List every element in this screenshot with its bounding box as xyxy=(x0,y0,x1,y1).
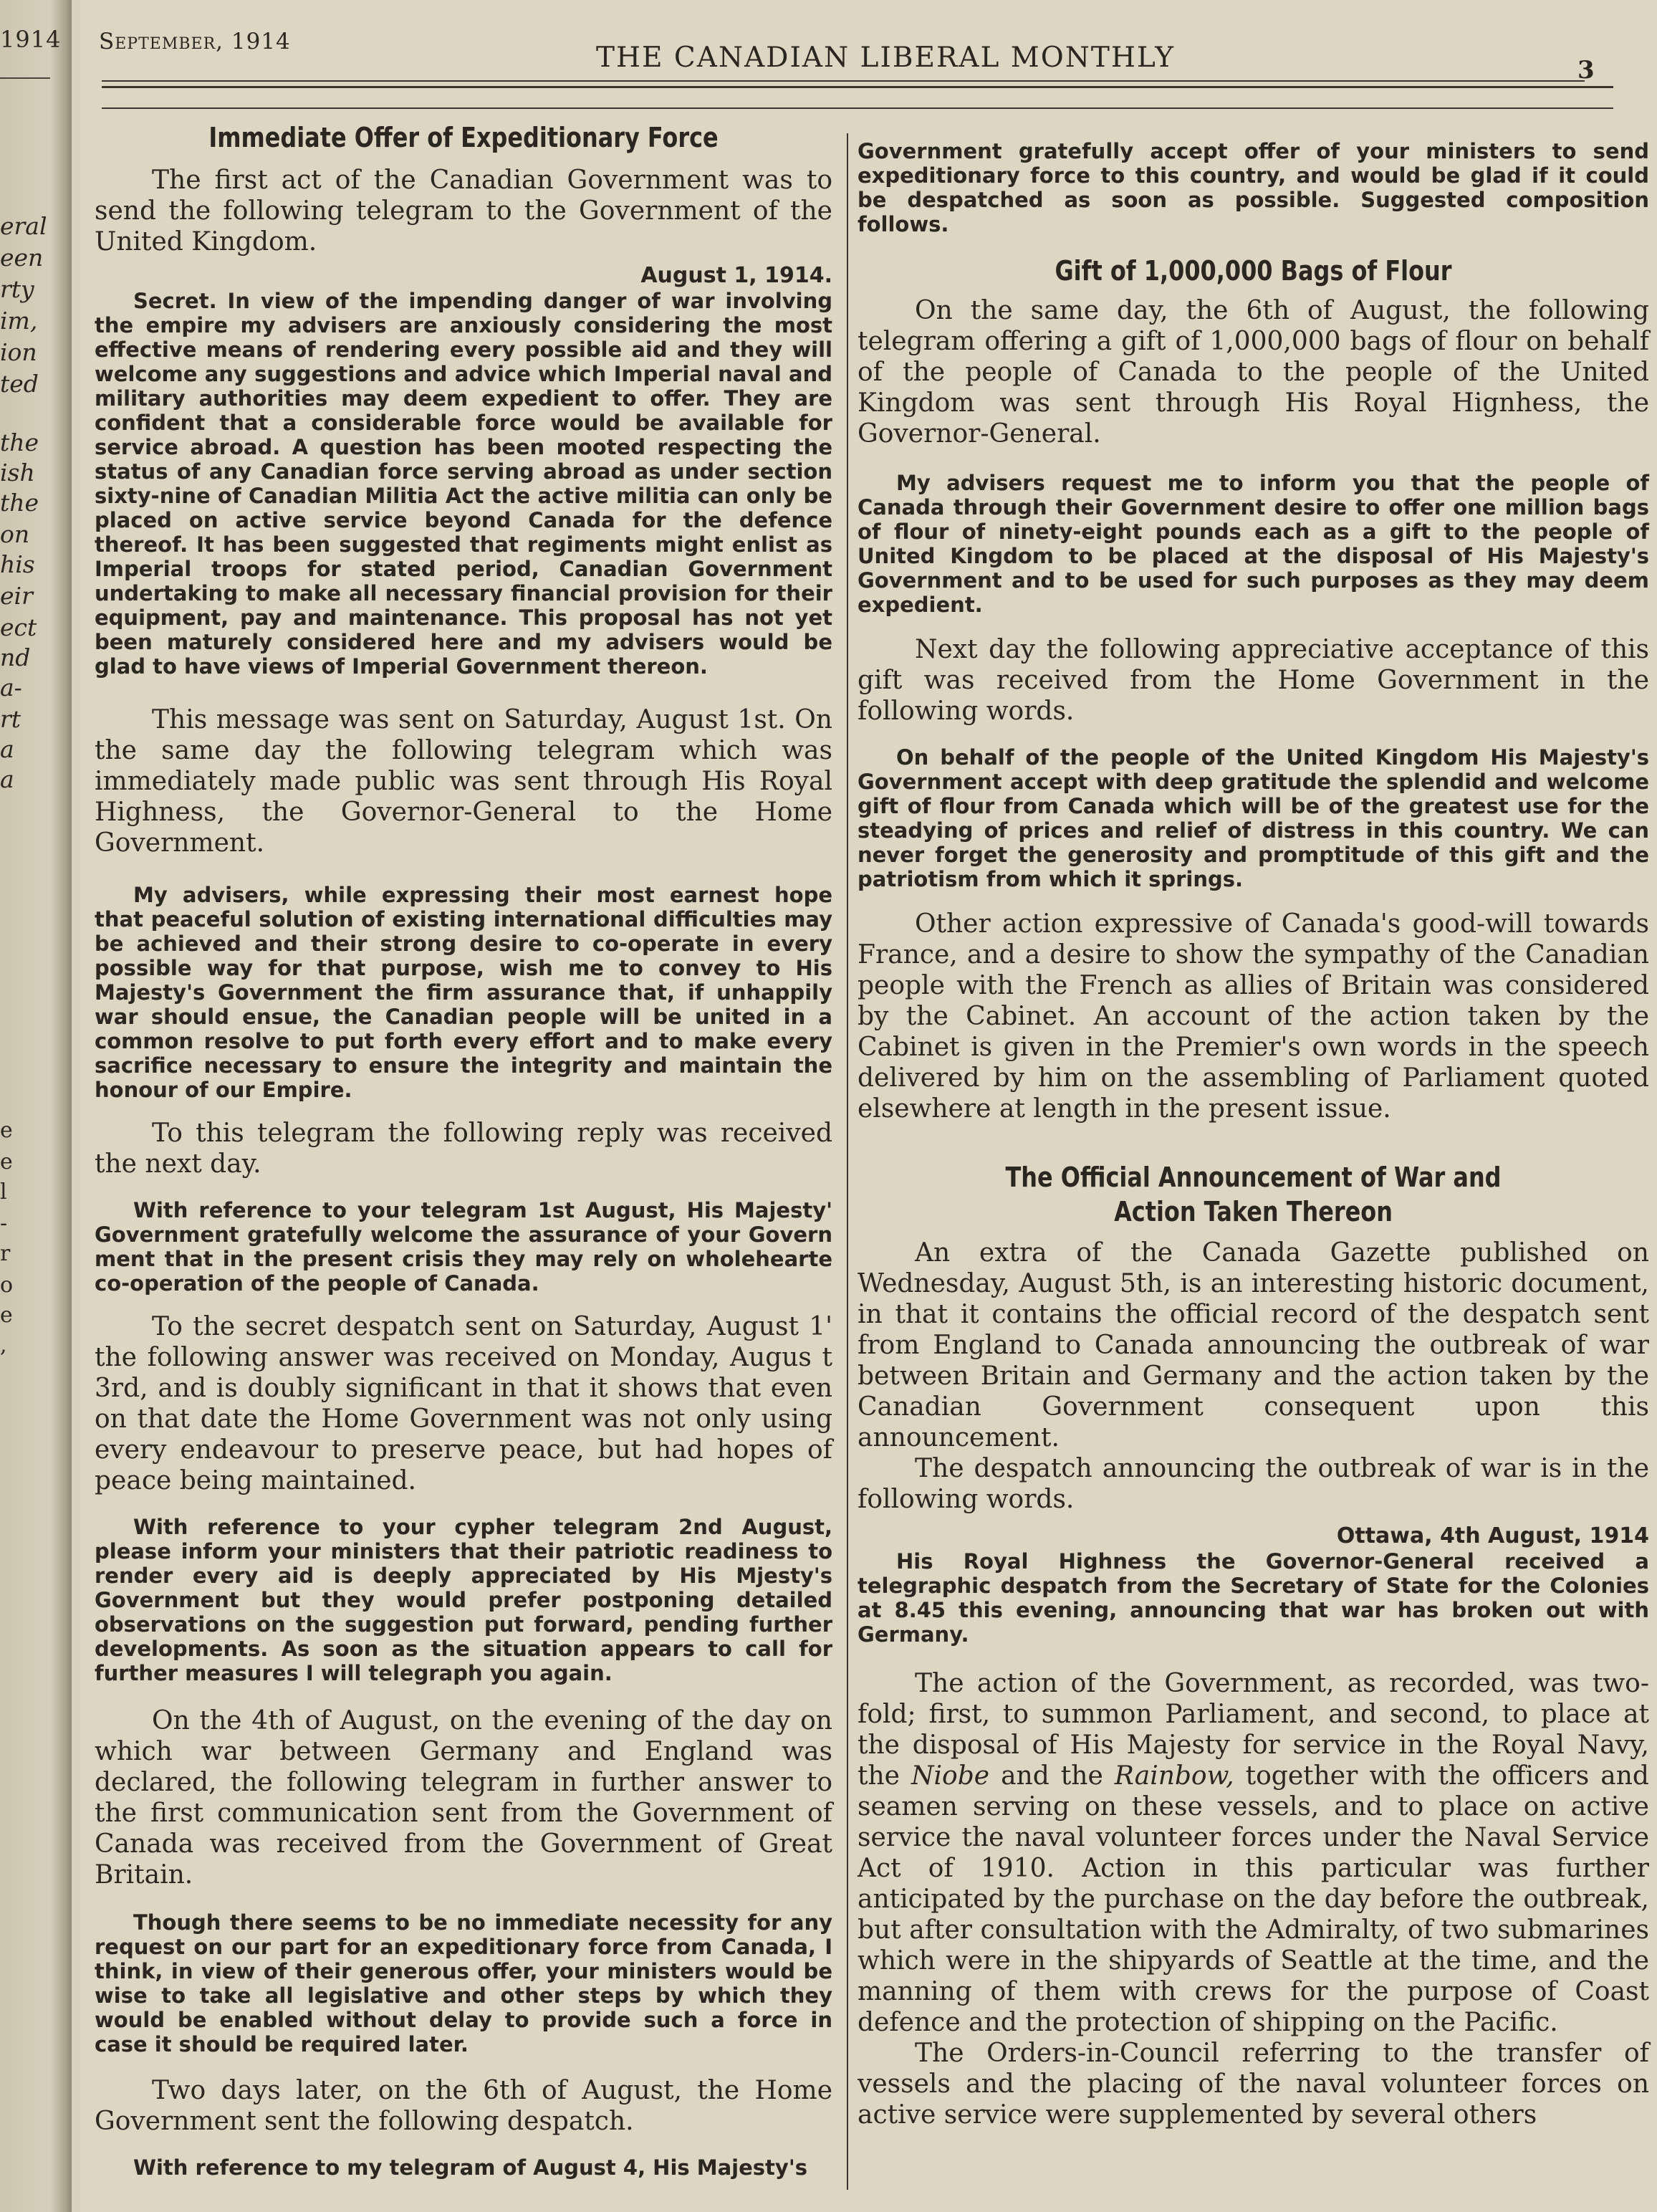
telegram-text: With reference to your telegram 1st August, His Majesty' Government gratefully welcome the assurance of your Govern ment that in the present crisis they may rely on wholehearte co-operation of the people of Canada. xyxy=(95,1198,832,1296)
article-paragraph: The despatch announcing the outbreak of war is in the following words. xyxy=(858,1454,1649,1514)
ship-name-niobe: Niobe xyxy=(911,1761,990,1791)
gutter-word: ted xyxy=(0,370,39,398)
gutter-fragment: - xyxy=(0,1211,8,1236)
telegram-text: My advisers, while expressing their most earnest hope that peaceful solution of existing international difficulties may be achieved and their strong desire to co-operate in every possible way for that purpose, wish me to convey to His Majesty's Government the firm assurance that, if unhappily war should ensue, the Canadian people will be united in a common resolve to put forth every effort and to make every sacrifice necessary to ensure the integrity and maintain the honour of our Empire. xyxy=(95,883,832,1102)
gutter-word: a xyxy=(0,765,14,793)
telegram-text: On behalf of the people of the United Kingdom His Majesty's Government accept with deep gratitude the splendid and welcome gift of flour from Canada which will be of the greatest use for the steadying of prices and relief of distress in this country. We can never forget the generosity and promptitude of this gift and the patriotism from which it springs. xyxy=(858,745,1649,891)
running-header xyxy=(80,0,1657,122)
article-paragraph: Other action expressive of Canada's good-will towards France, and a desire to show the sympathy of the Canadian people with the French as allies of Britain was considered by the Cabinet. An account of the action taken by the Cabinet is given in the Premier's own words in the speech delivered by him on the assembling of Parliament quoted elsewhere at length in the present issue. xyxy=(858,909,1649,1124)
gutter-word: the xyxy=(0,489,39,517)
article-paragraph: On the 4th of August, on the evening of the day on which war between Germany and England was declared, the following telegram in further answer to the first communication sent from the Government of Canada was received from the Government of Great Britain. xyxy=(95,1706,832,1890)
article-heading-official-announcement xyxy=(921,1160,1585,1229)
column-divider xyxy=(847,133,848,2190)
gutter-fragment: r xyxy=(0,1241,11,1266)
article-paragraph: An extra of the Canada Gazette published on Wednesday, August 5th, is an interesting historic document, in that it contains the official record of the despatch sent from England to Canada announcing the outbreak of war between Britain and Germany and the action taken by the Canadian Government consequent upon this announcement. xyxy=(858,1238,1649,1452)
gutter-fragment: o xyxy=(0,1273,14,1298)
article-paragraph: To this telegram the following reply was received the next day. xyxy=(95,1119,832,1179)
gutter-word: a xyxy=(0,735,14,763)
gutter-word: im, xyxy=(0,307,38,335)
gutter-word: the xyxy=(0,428,39,456)
gutter-fragment: , xyxy=(0,1333,7,1358)
gutter-fragment: e xyxy=(0,1303,13,1328)
gutter-word: ect xyxy=(0,613,37,641)
despatch-dateline: Ottawa, 4th August, 1914 xyxy=(1336,1523,1649,1548)
header-rule-double xyxy=(102,86,1613,88)
article-paragraph: This message was sent on Saturday, August 1st. On the same day the following telegram which was immediately made public was sent through His Royal Highness, the Governor-General to the Home Government. xyxy=(95,705,832,858)
gutter-word: nd xyxy=(0,643,31,671)
telegram-text: With reference to your cypher telegram 2nd August, please inform your ministers that their patriotic readiness to render every aid is deeply appreciated by His Mjesty's Government but they would prefer postponing detailed observations on the suggestion put forward, pending further developments. As soon as the situation appears to call for further measures I will telegraph you again. xyxy=(95,1515,832,1685)
text-run: and the xyxy=(1001,1761,1103,1791)
article-paragraph: On the same day, the 6th of August, the following telegram offering a gift of 1,000,000 bags of flour on behalf of the people of Canada to the people of the United Kingdom was sent through His Royal Hignhess, the Governor-General. xyxy=(858,296,1649,449)
text-run: The action of the Government, as recorded, was two-fold; first, to summon Parliament, and second, to place at the disposal of His Majesty for service in the Royal Navy, the xyxy=(858,1669,1649,1791)
article-heading-expeditionary-force: Immediate Offer of Expeditionary Force xyxy=(208,122,719,153)
telegram-text: His Royal Highness the Governor-General received a telegraphic despatch from the Secretary of State for the Colonies at 8.45 this evening, announcing that war has broken out with Germany. xyxy=(858,1549,1649,1647)
gutter-page-year: 1914 xyxy=(0,26,62,53)
text-run: together with the officers and seamen serving on these vessels, and to place on active service the naval volunteer forces under the Naval Service Act of 1910. Action in this particular was further anticipated by the purchase on the day before the outbreak, but after consultation with the Admiralty, of two submarines which were in the shipyards of Seattle at the time, and the manning of them with crews for the purpose of Coast defence and the protection of shipping on the Pacific. xyxy=(858,1761,1649,2037)
heading-line: The Official Announcement of War and xyxy=(1005,1162,1502,1193)
gutter-word: een xyxy=(0,244,44,272)
gutter-word: his xyxy=(0,550,35,578)
publication-title: THE CANADIAN LIBERAL MONTHLY xyxy=(596,42,1176,74)
gutter-word: ish xyxy=(0,459,35,487)
telegram-text: My advisers request me to inform you that the people of Canada through their Government desire to offer one million bags of flour of ninety-eight pounds each as a gift to the people of United Kingdom to be placed at the disposal of His Majesty's Government and to be used for such purposes as they may deem expedient. xyxy=(858,471,1649,617)
article-paragraph: The Orders-in-Council referring to the transfer of vessels and the placing of the naval volunteer forces on active service were supplemented by several others xyxy=(858,2039,1649,2130)
issue-date: September, 1914 xyxy=(99,29,291,54)
telegram-text: Though there seems to be no immediate necessity for any request on our part for an expeditionary force from Canada, I think, in view of their generous offer, your ministers would be wise to take all legislative and other steps by which they would be enabled without delay to provide such a force in case it should be required later. xyxy=(95,1910,832,2057)
gutter-word: rt xyxy=(0,705,21,733)
gutter-fragment: l xyxy=(0,1179,7,1205)
gutter-word: a- xyxy=(0,674,22,702)
page-number: 3 xyxy=(1577,56,1595,85)
left-page-gutter xyxy=(0,0,72,2212)
gutter-word: rty xyxy=(0,275,34,303)
left-column xyxy=(95,120,832,2180)
telegram-text: With reference to my telegram of August 4, His Majesty's xyxy=(133,2155,807,2180)
gutter-word: ion xyxy=(0,338,37,366)
heading-line: Action Taken Thereon xyxy=(1114,1196,1393,1227)
article-paragraph: Two days later, on the 6th of August, the Home Government sent the following despatch. xyxy=(95,2076,832,2136)
header-rule-top xyxy=(102,80,1585,82)
header-rule-bottom xyxy=(102,107,1613,109)
gutter-rule xyxy=(0,77,50,79)
telegram-date: August 1, 1914. xyxy=(640,263,832,288)
right-column xyxy=(858,120,1649,2130)
gutter-word: on xyxy=(0,520,30,548)
ship-name-rainbow: Rainbow, xyxy=(1114,1761,1234,1791)
telegram-text: Government gratefully accept offer of your ministers to send expeditionary force to this country, and would be glad if it could be despatched as soon as possible. Suggested composition follows. xyxy=(858,139,1649,236)
article-heading-flour-gift: Gift of 1,000,000 Bags of Flour xyxy=(1055,255,1452,287)
article-paragraph xyxy=(858,1668,1649,2038)
gutter-fragment: e xyxy=(0,1118,13,1143)
magazine-page xyxy=(80,0,1657,2212)
gutter-fragment: e xyxy=(0,1149,13,1174)
gutter-word: eral xyxy=(0,212,47,240)
article-paragraph: To the secret despatch sent on Saturday, August 1' the following answer was received on Monday, Augus t 3rd, and is doubly significant in that it shows that even on that date the Home Government was not only using every endeavour to preserve peace, but had hopes of peace being maintained. xyxy=(95,1312,832,1495)
telegram-text: Secret. In view of the impending danger of war involving the empire my advisers are anxiously considering the most effective means of rendering every possible aid and they will welcome any suggestions and advice which Imperial naval and military authorities may deem expedient to offer. They are confident that a considerable force would be available for service abroad. A question has been mooted respecting the status of any Canadian force serving abroad as under section sixty-nine of Canadian Militia Act the active militia can only be placed on active service beyond Canada for the defence thereof. It has been suggested that regiments might enlist as Imperial troops for stated period, Canadian Government undertaking to make all necessary financial provision for their equipment, pay and maintenance. This proposal has not yet been maturely considered here and my advisers would be glad to have views of Imperial Government thereon. xyxy=(95,289,832,679)
article-paragraph: The first act of the Canadian Government was to send the following telegram to the Government of the United Kingdom. xyxy=(95,166,832,257)
article-paragraph: Next day the following appreciative acceptance of this gift was received from the Home Government in the following words. xyxy=(858,635,1649,726)
gutter-word: eir xyxy=(0,582,33,610)
